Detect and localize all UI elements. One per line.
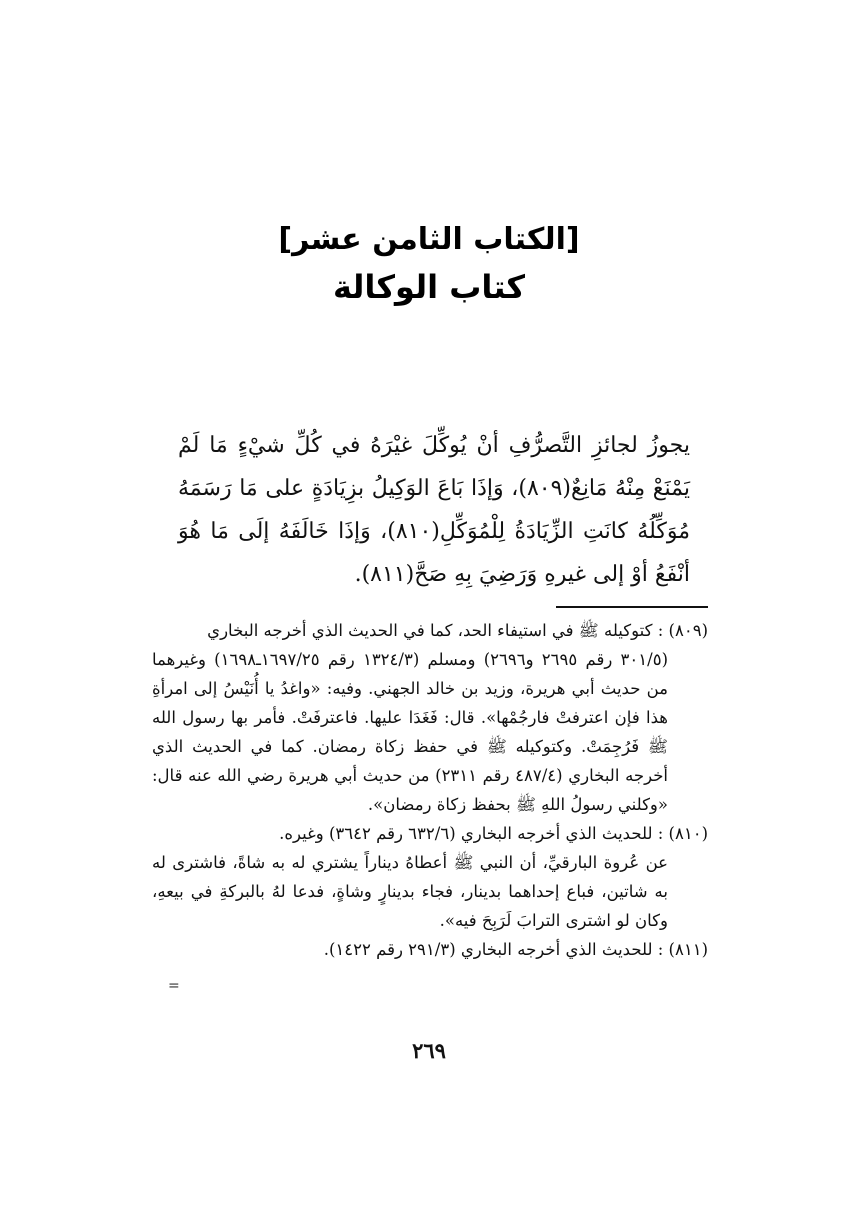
main-paragraph: يجوزُ لجائزِ التَّصرُّفِ أنْ يُوكِّلَ غيْرَهُ في كُلِّ شيْءٍ مَا لَمْ يَمْنَعْ مِنْهُ مَانِعٌ(٨٠٩)، وَإذَا بَاعَ الوَكِيلُ بزِيَادَةٍ على مَا رَسَمَهُ مُوَكِّلُهُ كانَتِ الزِّيَادَةُ لِلْمُوَكِّلِ(٨١٠)، وَإذَا خَالَفَهُ إلَى مَا هُوَ أنْفَعُ أوْ إلى غيرهِ وَرَضِيَ بِهِ صَحَّ(٨١١). [178,433,691,587]
margin-mark: = [168,978,180,994]
main-text-block [178,424,690,596]
book-title: كتاب الوكالة [332,268,526,306]
footnote-809 [152,616,708,819]
footnote-811-first-line: (٨١١) : للحديث الذي أخرجه البخاري (٢٩١/٣ رقم ١٤٢٢). [323,940,708,959]
footnotes-block [152,616,708,964]
chapter-heading: [الكتاب الثامن عشر] [278,222,580,257]
footnote-810-first-line: (٨١٠) : للحديث الذي أخرجه البخاري (٦٣٢/٦ رقم ٣٦٤٢) وغيره. [279,824,708,843]
footnote-810-body: عن عُروة البارقيِّ، أن النبي ﷺ أعطاهُ ديناراً يشتري له به شاةً، فاشترى له به شاتين، فباع إحداهما بدينار، فجاء بدينارٍ وشاةٍ، فدعا لهُ بالبركةِ في بيعهِ، وكان لو اشترى الترابَ لَرَبِحَ فيه». [152,853,668,930]
footnote-809-first-line: (٨٠٩) : كتوكيله ﷺ في استيفاء الحد، كما في الحديث الذي أخرجه البخاري [207,621,708,640]
footnote-810 [152,819,708,935]
footnote-811 [152,935,708,964]
footnote-divider [556,606,708,608]
footnote-809-body: (٣٠١/٥ رقم ٢٦٩٥ و٢٦٩٦) ومسلم (١٣٢٤/٣ رقم ١٦٩٧/٢٥ـ١٦٩٨) وغيرهما من حديث أبي هريرة، وزيد بن خالد الجهني. وفيه: «واغدُ يا أُنَيْسُ إلى امرأةِ هذا فإن اعترفتْ فارجُمْها». قال: فَغَدَا عليها. فاعترفَتْ. فأمر بها رسول الله ﷺ فَرُجِمَتْ. وكتوكيله ﷺ في حفظ زكاة رمضان. كما في الحديث الذي أخرجه البخاري (٤٨٧/٤ رقم ٢٣١١) من حديث أبي هريرة رضي الله عنه قال: «وكلني رسولُ اللهِ ﷺ بحفظ زكاة رمضان». [152,650,668,814]
page-number: ٢٦٩ [412,1038,446,1063]
